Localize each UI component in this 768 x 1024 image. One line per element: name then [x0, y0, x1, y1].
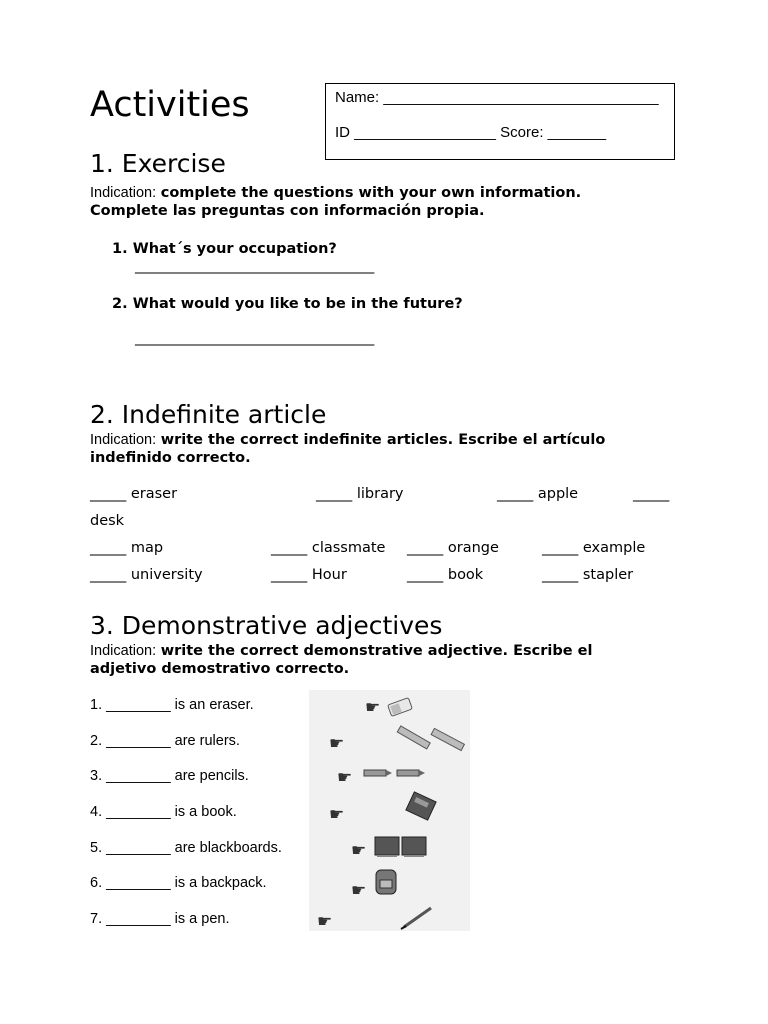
section-1-heading: 1. Exercise [90, 149, 226, 178]
article-example[interactable]: _____ example [542, 540, 646, 556]
student-info-box [325, 83, 675, 160]
pointing-hand-icon: ☛ [365, 698, 381, 718]
pointing-hand-icon: ☛ [337, 768, 353, 788]
pen-icon [401, 908, 431, 929]
rulers-icon [397, 726, 464, 751]
article-orange[interactable]: _____ orange [407, 540, 499, 556]
section-3-heading: 3. Demonstrative adjectives [90, 611, 443, 640]
article-stapler[interactable]: _____ stapler [542, 567, 634, 583]
article-hour[interactable]: _____ Hour [271, 567, 347, 583]
article-desk-word: desk [90, 513, 125, 529]
indication-label: Indication: [90, 432, 157, 448]
demonstrative-item-1[interactable]: 1. ________ is an eraser. [90, 697, 254, 713]
section-2-indication [90, 431, 650, 467]
pointing-hand-icon: ☛ [329, 734, 345, 754]
article-library[interactable]: _____ library [316, 486, 404, 502]
article-apple[interactable]: _____ apple [497, 486, 579, 502]
demonstrative-item-3[interactable]: 3. ________ are pencils. [90, 768, 249, 784]
demonstrative-item-2[interactable]: 2. ________ are rulers. [90, 733, 240, 749]
section-1-indication [90, 184, 650, 220]
demonstrative-item-6[interactable]: 6. ________ is a backpack. [90, 875, 267, 891]
section-3-indication [90, 642, 650, 678]
book-icon [406, 792, 436, 820]
article-eraser[interactable]: _____ eraser [90, 486, 178, 502]
answer-2-blank[interactable]: _________________________________ [135, 330, 375, 346]
page-title: Activities [90, 85, 250, 125]
name-field-line[interactable]: Name: _________________________________ [335, 89, 659, 106]
id-score-field-line[interactable]: ID _________________ Score: _______ [335, 124, 607, 141]
indication-text: complete the questions with your own information. Complete las preguntas con información propia. [90, 185, 582, 219]
indication-label: Indication: [90, 643, 157, 659]
pointing-hand-icon: ☛ [351, 841, 367, 861]
question-2-text: What would you like to be in the future? [132, 296, 463, 312]
indication-text: write the correct indefinite articles. Escribe el artículo indefinido correcto. [90, 432, 606, 466]
demonstrative-item-7[interactable]: 7. ________ is a pen. [90, 911, 230, 927]
demonstrative-picture-panel [309, 690, 470, 931]
indication-text: write the correct demonstrative adjective. Escribe el adjetivo demostrativo correcto. [90, 643, 593, 677]
article-map[interactable]: _____ map [90, 540, 164, 556]
eraser-icon [388, 698, 413, 717]
pointing-hand-icon: ☛ [317, 912, 333, 932]
pencils-icon [364, 770, 425, 776]
article-university[interactable]: _____ university [90, 567, 203, 583]
article-classmate[interactable]: _____ classmate [271, 540, 386, 556]
demonstrative-item-5[interactable]: 5. ________ are blackboards. [90, 840, 282, 856]
section-2-heading: 2. Indefinite article [90, 400, 327, 429]
question-1: 1. What´s your occupation? [112, 241, 337, 257]
pointing-hand-icon: ☛ [329, 805, 345, 825]
demonstrative-item-4[interactable]: 4. ________ is a book. [90, 804, 237, 820]
pointing-hand-icon: ☛ [351, 881, 367, 901]
indication-label: Indication: [90, 185, 157, 201]
article-desk-blank[interactable]: _____ [633, 486, 670, 502]
article-book[interactable]: _____ book [407, 567, 484, 583]
question-2: 2. What would you like to be in the future? [112, 296, 463, 312]
backpack-icon [376, 870, 396, 894]
answer-1-blank[interactable]: _________________________________ [135, 258, 375, 274]
question-1-text: What´s your occupation? [132, 241, 337, 257]
blackboards-icon [375, 837, 426, 857]
